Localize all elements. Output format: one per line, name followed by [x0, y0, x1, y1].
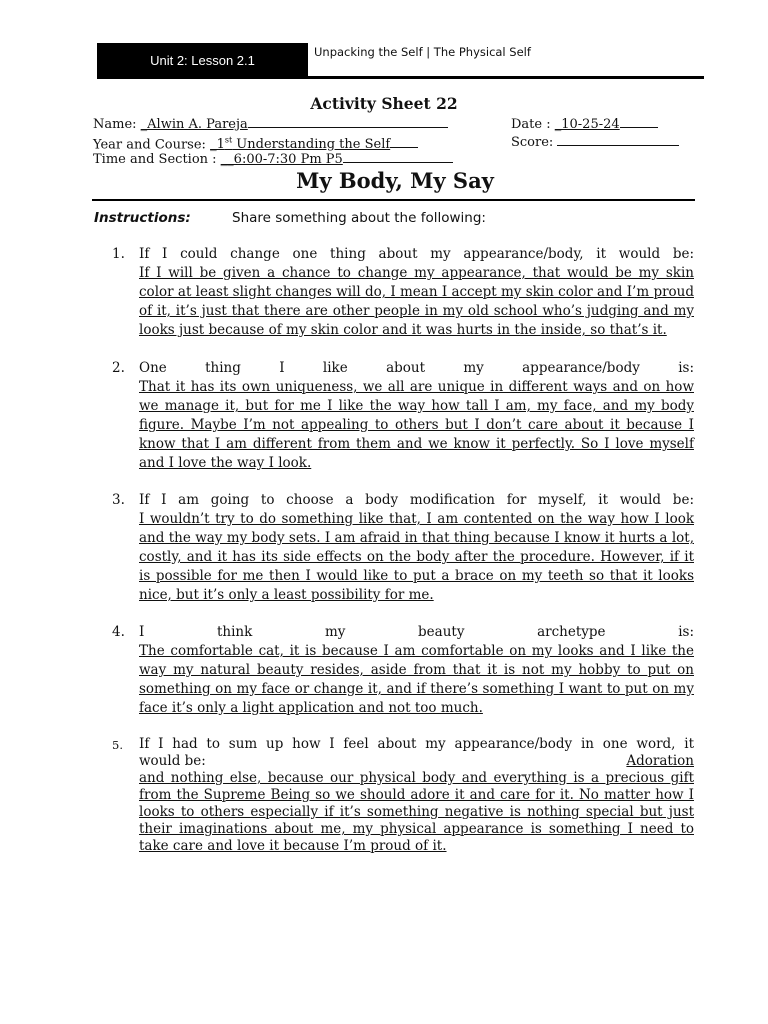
score-line: [511, 132, 679, 151]
header-divider: [97, 76, 704, 79]
answer-text: That it has its own uniqueness, we all are unique in different ways and on how we manage it, but for me I like the way how tall I am, my face, and my body figure. Maybe I’m not appealing to others but I don’t care about it because I know that I am different from them and we know it perfectly. So I love myself and I love the way I look.: [139, 379, 694, 471]
question-text: If I am going to choose a body modification for myself, it would be:: [139, 492, 694, 508]
question-item: [112, 491, 694, 605]
name-blank: [248, 114, 448, 128]
question-text: [139, 736, 694, 770]
lesson-topic: Unpacking the Self | The Physical Self: [314, 45, 531, 59]
name-value: _Alwin A. Pareja: [140, 117, 248, 132]
question-item: [112, 736, 694, 855]
answer-text: The comfortable cat, it is because I am comfortable on my looks and I like the way my natural beauty resides, aside from that it is not my hobby to put on something on my face or change it, and if there’s something I want to put on my face it’s only a light application and not too much.: [139, 643, 694, 716]
question-text: I think my beauty archetype is:: [139, 624, 694, 640]
answer-text: I wouldn’t try to do something like that, I am contented on the way how I look and the way my body sets. I am afraid in that thing because I know it hurts a lot, costly, and it has its side effects on the body after the procedure. However, if it is possible for me then I would like to put a brace on my teeth so that it looks nice, but it’s only a least possibility for me.: [139, 511, 694, 603]
answer-keyword: Adoration: [626, 753, 694, 769]
date-blank: [620, 114, 658, 128]
question-list: [112, 245, 694, 871]
question-tail: would be:: [139, 753, 206, 769]
question-text-line: [139, 753, 694, 770]
answer-text: If I will be given a chance to change my appearance, that would be my skin color at least slight changes will do, I mean I accept my skin color and I’m proud of it, it’s just that there are other people in my old school who’s judging and my looks just because of my skin color and it was hurts in the inside, so that’s it.: [139, 265, 694, 338]
date-label: Date :: [511, 117, 555, 132]
date-value: _10-25-24: [554, 117, 620, 132]
score-blank: [557, 132, 679, 146]
year-value: _1st Understanding the Self: [210, 136, 391, 153]
time-label: Time and Section :: [93, 152, 221, 167]
item-number: 1.: [112, 246, 125, 262]
activity-sheet-title: Activity Sheet 22: [310, 94, 458, 113]
question-text: One thing I like about my appearance/body is:: [139, 360, 694, 376]
instructions-text: Share something about the following:: [232, 210, 486, 226]
time-value: __6:00-7:30 Pm P5: [220, 152, 343, 167]
instructions: [94, 210, 486, 226]
item-number: 3.: [112, 492, 125, 508]
year-label: Year and Course:: [93, 137, 211, 153]
question-item: [112, 359, 694, 473]
score-label: Score:: [511, 135, 558, 150]
item-number: 4.: [112, 624, 125, 640]
instructions-label: Instructions:: [94, 210, 191, 226]
question-item: [112, 623, 694, 718]
date-line: [511, 114, 658, 133]
time-section-line: [93, 149, 453, 168]
unit-label: Unit 2: Lesson 2.1: [150, 53, 255, 68]
title-divider: [92, 199, 695, 201]
question-text-line: If I had to sum up how I feel about my appearance/body in one word, it: [139, 736, 694, 752]
question-item: [112, 245, 694, 340]
answer-text: and nothing else, because our physical body and everything is a precious gift from the Supreme Being so we should adore it and care for it. No matter how I looks to others especially if it’s something negative is nothing special but just their imaginations about me, my physical appearance is something I need to take care and love it because I’m proud of it.: [139, 770, 694, 854]
question-text: If I could change one thing about my appearance/body, it would be:: [139, 246, 694, 262]
main-title: My Body, My Say: [296, 168, 494, 193]
item-number: 5.: [112, 738, 123, 752]
item-number: 2.: [112, 360, 125, 376]
unit-label-box: [97, 43, 308, 78]
name-label: Name:: [93, 117, 141, 132]
year-blank: [390, 134, 418, 148]
name-line: [93, 114, 448, 133]
time-blank: [343, 149, 453, 163]
